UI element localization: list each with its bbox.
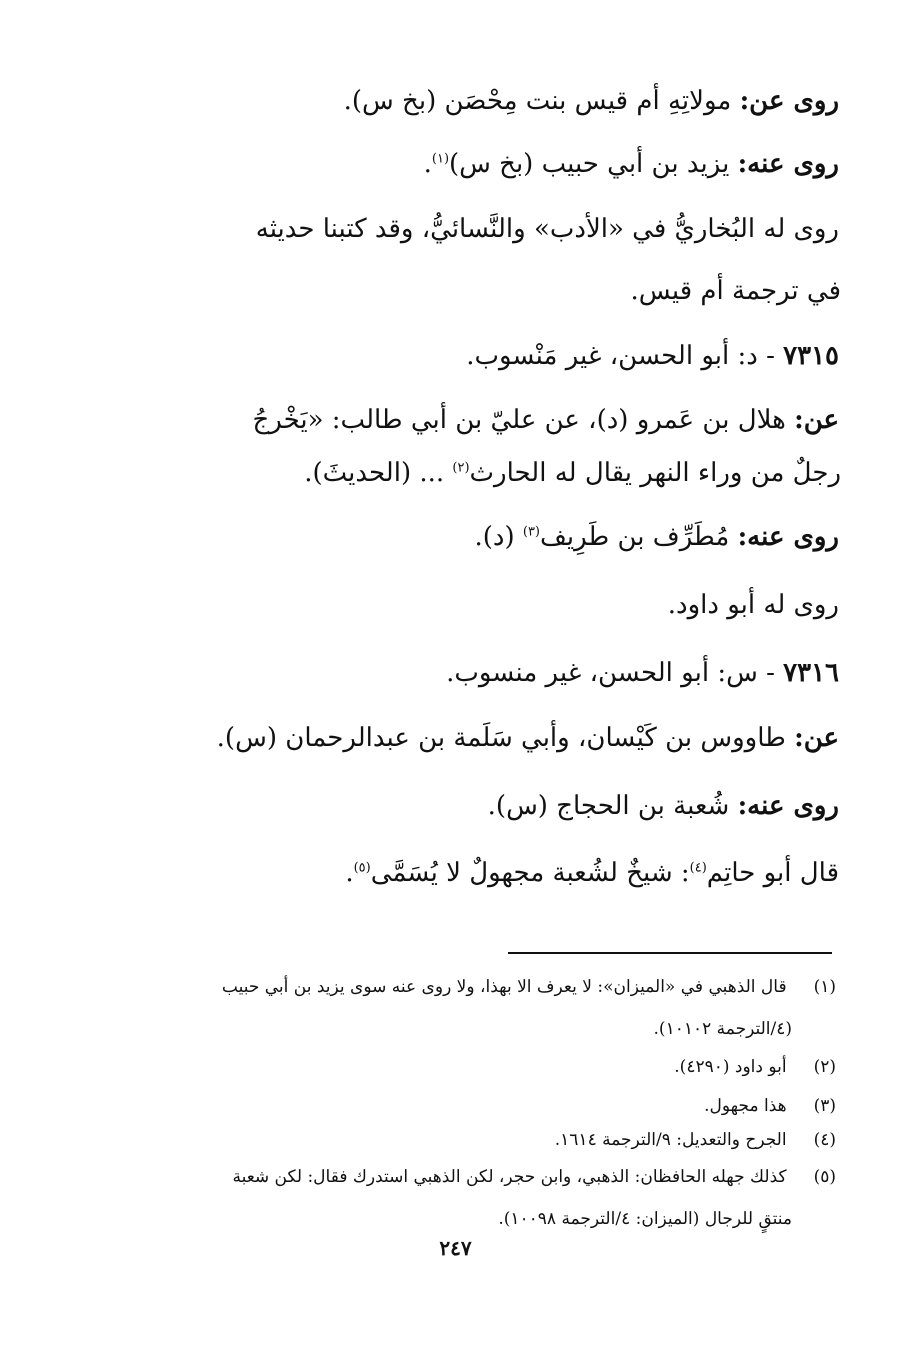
footnote-ref: (٥) (353, 860, 371, 876)
body-line-9 (134, 574, 839, 636)
footnote-4 (136, 1125, 836, 1155)
line-text: شُعبة بن الحجاج (س). (487, 791, 738, 821)
line-lead: عن: (794, 405, 839, 435)
body-line-2 (134, 133, 839, 195)
line-text: - س: أبو الحسن، غير منسوب. (446, 658, 784, 688)
line-text: قال أبو حاتِم (706, 858, 839, 888)
line-text: رجلٌ من وراء النهر يقال له الحارث (469, 458, 841, 488)
entry-number: ٧٣١٥ (783, 341, 839, 371)
footnote-ref: (٣) (522, 524, 540, 540)
footnote-1-continued (92, 1014, 836, 1044)
entry-number: ٧٣١٦ (783, 658, 839, 688)
footnote-1 (136, 972, 836, 1002)
footnote-5-continued (92, 1204, 836, 1234)
line-text: هلال بن عَمرو (د)، عن عليّ بن أبي طالب: «يَخْرجُ (252, 405, 795, 435)
body-line-12 (134, 775, 839, 837)
body-line-10 (134, 642, 839, 704)
footnote-ref: (٢) (452, 460, 470, 476)
line-lead: روى عنه: (737, 149, 839, 179)
line-text: في ترجمة أم قيس. (630, 276, 841, 306)
body-line-1 (134, 70, 839, 132)
line-lead: عن: (794, 723, 839, 753)
line-text: طاووس بن كَيْسان، وأبي سَلَمة بن عبدالرحمان (س). (216, 723, 795, 753)
page-number: ٢٤٧ (439, 1236, 472, 1260)
line-tail: ... (الحديثَ). (304, 458, 453, 488)
footnote-text: منتقٍ للرجال (الميزان: ٤/الترجمة ١٠٠٩٨). (498, 1209, 792, 1229)
line-text: روى له أبو داود. (667, 590, 839, 620)
footnote-ref: (١) (431, 151, 450, 167)
body-line-5 (134, 325, 839, 387)
body-line-3 (134, 198, 839, 260)
line-lead: روى عن: (739, 86, 839, 116)
footnote-ref: (٤) (689, 860, 707, 876)
line-text: يزيد بن أبي حبيب (بخ س) (449, 149, 738, 179)
line-tail: . (345, 858, 354, 888)
body-line-7 (136, 442, 841, 504)
line-lead: روى عنه: (737, 791, 839, 821)
line-text: - د: أبو الحسن، غير مَنْسوب. (466, 341, 784, 371)
footnote-3 (136, 1091, 836, 1121)
line-tail: . (423, 149, 432, 179)
footnote-text: كذلك جهله الحافظان: الذهبي، وابن حجر، لكن الذهبي استدرك فقال: لكن شعبة (232, 1167, 787, 1187)
line-lead: روى عنه: (737, 522, 839, 552)
footnote-text: أبو داود (٤٢٩٠). (674, 1057, 787, 1077)
footnote-2 (136, 1052, 836, 1082)
body-line-13 (134, 842, 839, 904)
line-tail: (د). (474, 522, 523, 552)
footnote-text: (٤/الترجمة ١٠١٠٢). (653, 1019, 792, 1039)
footnote-text: هذا مجهول. (704, 1096, 787, 1116)
footnote-number: (٤) (813, 1130, 836, 1150)
footnote-number: (١) (813, 977, 836, 997)
line-text: روى له البُخاريُّ في «الأدب» والنَّسائيُّ، وقد كتبنا حديثه (255, 214, 839, 244)
line-tail: : شيخٌ لشُعبة مجهولٌ لا يُسَمَّى (370, 858, 690, 888)
footnote-number: (٥) (813, 1167, 836, 1187)
footnote-5 (136, 1162, 836, 1192)
footnote-text: قال الذهبي في «الميزان»: لا يعرف الا بهذا، ولا روى عنه سوى يزيد بن أبي حبيب (221, 977, 787, 997)
footnote-number: (٢) (813, 1057, 836, 1077)
body-line-8 (134, 506, 839, 568)
footnote-text: الجرح والتعديل: ٩/الترجمة ١٦١٤. (554, 1130, 787, 1150)
footnote-number: (٣) (813, 1096, 836, 1116)
line-text: مولاتِهِ أم قيس بنت مِحْصَن (بخ س). (343, 86, 740, 116)
body-line-4 (136, 260, 841, 322)
footnote-separator (508, 952, 832, 954)
body-line-11 (134, 707, 839, 769)
line-text: مُطَرِّف بن طَرِيف (540, 522, 738, 552)
